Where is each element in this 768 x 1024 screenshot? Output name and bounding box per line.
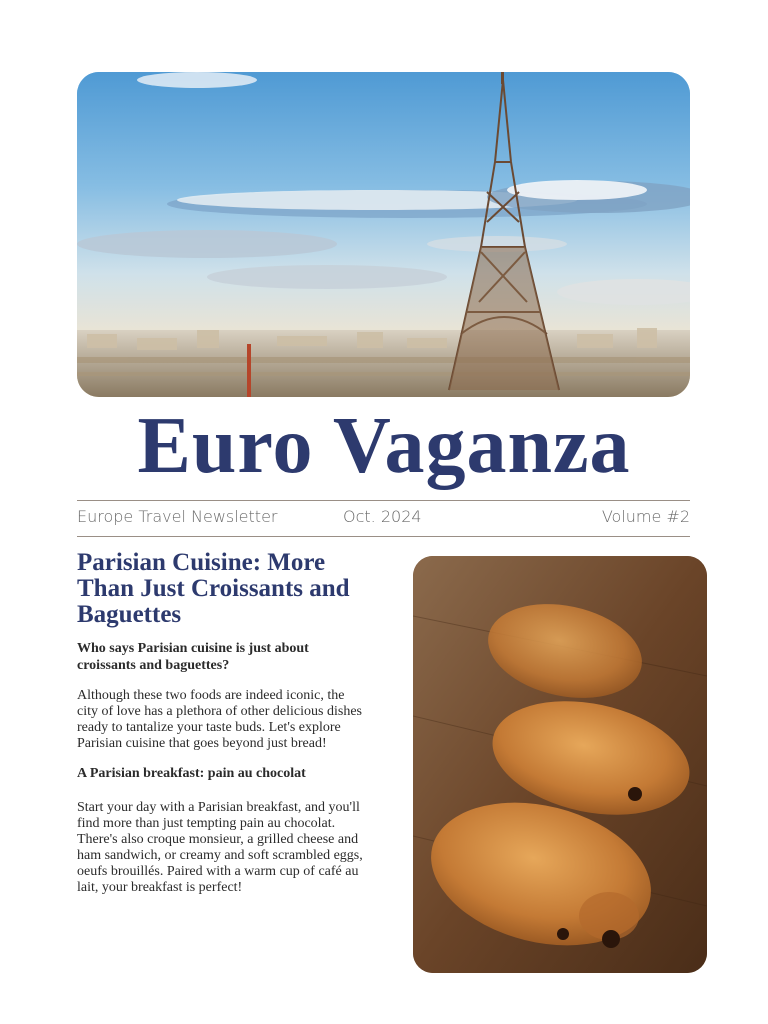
article-subheading: A Parisian breakfast: pain au chocolat [77,766,306,781]
article-lede: Who says Parisian cuisine is just about croissants and baguettes? [77,641,309,673]
pastry-illustration [413,556,707,973]
eiffel-tower-illustration [77,72,690,397]
bottom-divider [77,536,690,537]
issue-date: Oct. 2024 [343,507,422,526]
newsletter-name: Europe Travel Newsletter [77,507,278,526]
masthead-title: Euro Vaganza [137,402,631,490]
hero-image-eiffel-tower [77,72,690,397]
food-image-pain-au-chocolat [413,556,707,973]
top-divider [77,500,690,501]
article-column [77,550,367,896]
newsletter-info-bar [77,505,690,531]
article-headline: Parisian Cuisine: More Than Just Croissants and Baguettes [77,549,350,628]
article-paragraph-2: Start your day with a Parisian breakfast, and you'll find more than just tempting pain au chocolat. There's also croque monsieur, a grilled cheese and ham sandwich, or creamy and soft scrambled eggs, oeufs brouillés. Paired with a warm cup of café au lait, your breakfast is perfect! [77,800,363,895]
volume-number: Volume #2 [601,507,690,526]
article-paragraph-1: Although these two foods are indeed iconic, the city of love has a plethora of other delicious dishes ready to tantalize your taste buds. Let's explore Parisian cuisine that goes beyond just bread! [77,688,362,751]
